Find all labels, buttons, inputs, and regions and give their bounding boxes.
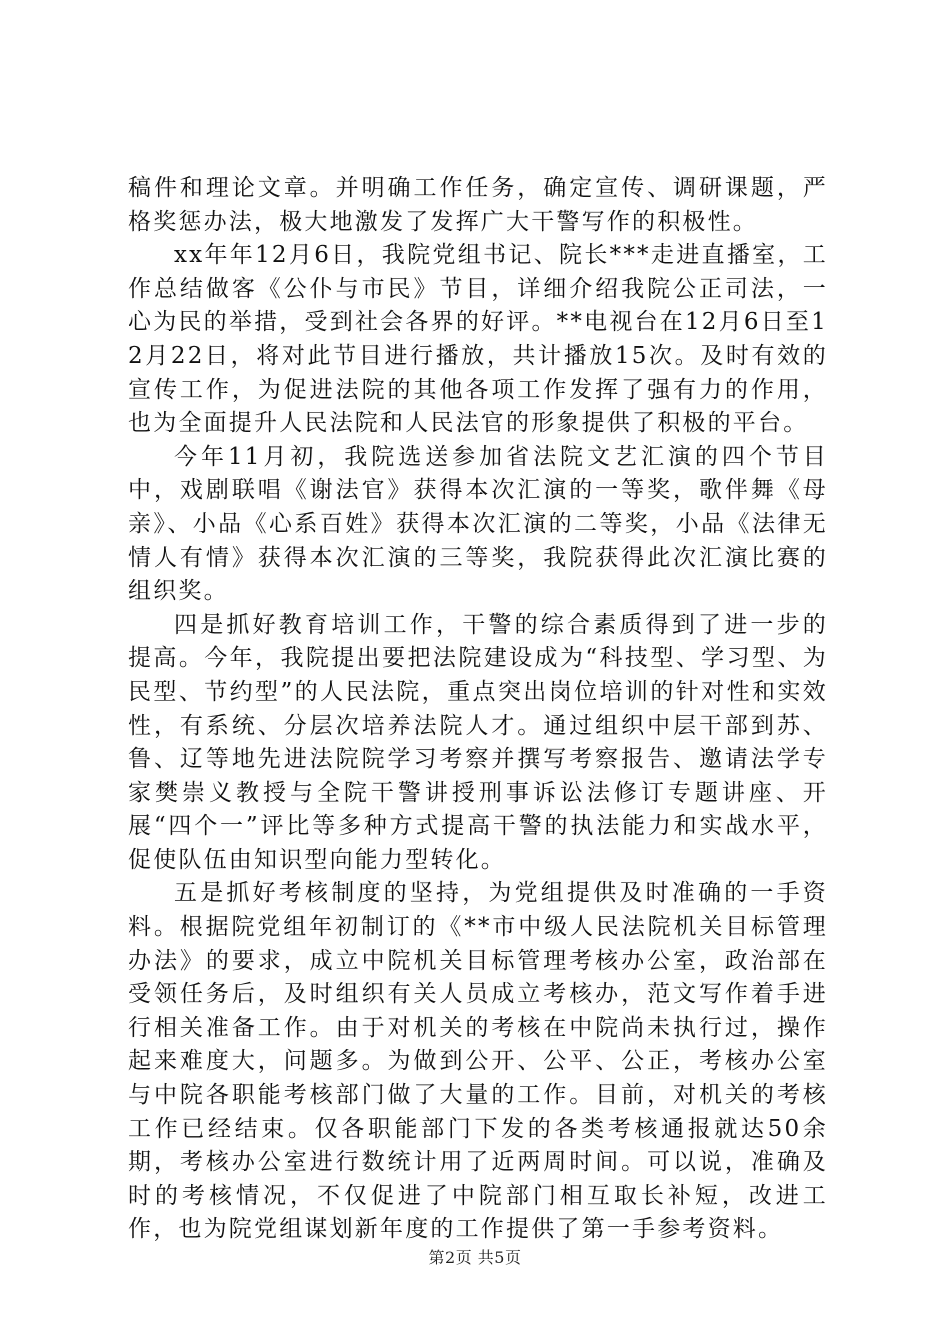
paragraph-continuation: 稿件和理论文章。并明确工作任务，确定宣传、调研课题，严格奖惩办法，极大地激发了发挥广大干警写作的积极性。	[128, 175, 828, 235]
document-body	[128, 172, 828, 1247]
paragraph-broadcast: xx年年12月6日，我院党组书记、院长***走进直播室，工作总结做客《公仆与市民》节目，详细介绍我院公正司法，一心为民的举措，受到社会各界的好评。**电视台在12月6日至12月22日，将对此节目进行播放，共计播放15次。及时有效的宣传工作，为促进法院的其他各项工作发挥了强有力的作用，也为全面提升人民法院和人民法官的形象提供了积极的平台。	[128, 242, 828, 437]
paragraph-assessment-system: 五是抓好考核制度的坚持，为党组提供及时准确的一手资料。根据院党组年初制订的《**市中级人民法院机关目标管理办法》的要求，成立中院机关目标管理考核办公室，政治部在受领任务后，及时组织有关人员成立考核办，范文写作着手进行相关准备工作。由于对机关的考核在中院尚未执行过，操作起来难度大，问题多。为做到公开、公平、公正，考核办公室与中院各职能考核部门做了大量的工作。目前，对机关的考核工作已经结束。仅各职能部门下发的各类考核通报就达50余期，考核办公室进行数统计用了近两周时间。可以说，准确及时的考核情况，不仅促进了中院部门相互取长补短，改进工作，也为院党组谋划新年度的工作提供了第一手参考资料。	[128, 880, 828, 1243]
paragraph-art-performance: 今年11月初，我院选送参加省法院文艺汇演的四个节目中，戏剧联唱《谢法官》获得本次汇演的一等奖，歌伴舞《母亲》、小品《心系百姓》获得本次汇演的二等奖，小品《法律无情人有情》获得本次汇演的三等奖，我院获得此次汇演比赛的组织奖。	[128, 443, 828, 605]
paragraph-education-training: 四是抓好教育培训工作，干警的综合素质得到了进一步的提高。今年，我院提出要把法院建设成为“科技型、学习型、为民型、节约型”的人民法院，重点突出岗位培训的针对性和实效性，有系统、分层次培养法院人才。通过组织中层干部到苏、鲁、辽等地先进法院院学习考察并撰写考察报告、邀请法学专家樊崇义教授与全院干警讲授刑事诉讼法修订专题讲座、开展“四个一”评比等多种方式提高干警的执法能力和实战水平，促使队伍由知识型向能力型转化。	[128, 611, 828, 873]
page-footer: 第2页 共5页	[428, 1248, 522, 1267]
